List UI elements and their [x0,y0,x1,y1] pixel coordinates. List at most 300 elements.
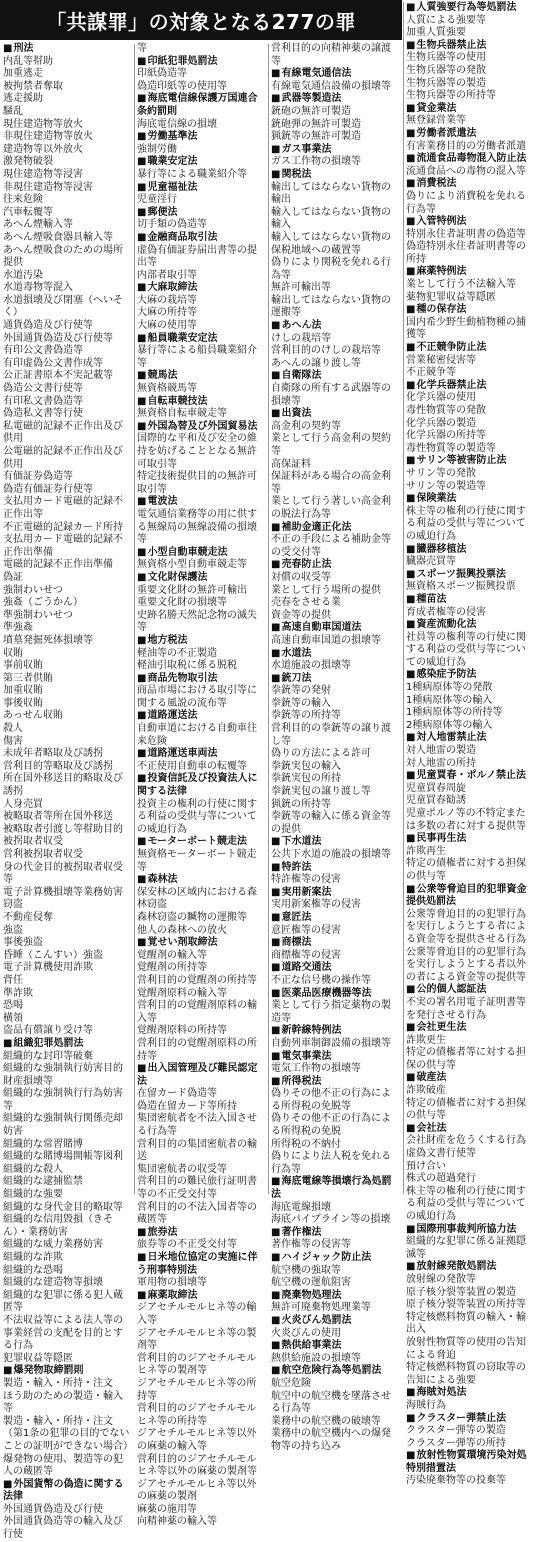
offense-item: 放射性物質等の使用の告知による脅迫 [406,1336,526,1361]
offense-item: 加重逃走 [3,68,43,80]
offense-item: 通貨偽造及び行使等 [3,320,93,332]
offense-item: 水道施設の損壊等 [271,660,351,672]
offense-item: 児童ポルノ等の不特定または多数の者に対する提供等 [406,808,526,832]
law-heading: ■ 放射性物質環境汚染対処特別措置法 [406,1450,535,1475]
offense-item: ジアセチルモルヒネ等の輸入等 [137,1302,257,1326]
law-heading: ■ 自衛隊法 [271,370,400,383]
offense-item: 特定の債権者等に対する担保の供与等 [406,1047,526,1071]
law-heading: ■ 印紙犯罪処罰法 [137,56,266,69]
offense-item: 等 [137,43,147,54]
law-heading: ■ 爆発物取締罰則 [3,1365,132,1378]
offense-item: 特定核燃料物質の窃取等の告知による強要 [406,1362,526,1386]
offense-item: クラスター弾等の所持 [406,1437,506,1449]
offense-item: 無許可輸出等 [271,282,331,294]
offense-item: 2種病原体等の輸入 [406,719,493,731]
offense-item: 被略取者引渡し等幇助目的被拐取者収受 [3,823,123,848]
law-heading: ■ 有線電気通信法 [271,68,400,81]
offense-item: 覚醒剤の輸入等 [137,949,207,961]
offense-item: 拳銃等の輸入に係る資金等の提供 [271,811,391,835]
offense-item: 偽りの方法による許可 [271,748,371,760]
offense-item: 有印公文書偽造等 [3,345,83,357]
offense-item: 史跡名勝天然記念物の滅失等 [137,609,257,634]
law-heading: ■ あへん法 [271,320,400,333]
offense-item: 覚醒剤原料の輸入等 [137,987,227,999]
page-title: 「共謀罪」の対象となる277の罪 [0,0,402,40]
offense-item: 電磁的記録不正作出準備 [3,559,113,571]
offense-item: クラスター弾等の製造 [406,1425,506,1437]
law-heading: ■ 不正競争防止法 [406,342,535,355]
law-heading: ■ ハイジャック防止法 [271,1252,400,1265]
offense-item: 拳銃等の輸入 [271,697,331,709]
offense-item: 無資格モーターボート競走等 [137,849,257,873]
offense-item: 公衆等脅迫目的の犯罪行為を実行しようとする者以外の者による資金等の提供等 [406,946,526,983]
law-heading: ■ 商標法 [271,937,400,950]
law-heading: ■ 麻薬特例法 [406,266,535,279]
law-heading: ■ 船員職業安定法 [137,333,266,346]
law-list-column-4 [406,2,535,1487]
offense-item: 被拘禁者奪取 [3,80,63,92]
offense-item: 預け合い [406,1160,446,1172]
offense-item: 輸出してはならない貨物の運搬等 [271,294,391,319]
offense-item: 準強制わいせつ [3,609,73,621]
offense-item: 薬物犯罪収益等隠匿 [406,291,496,303]
law-heading: ■ 道路交通法 [271,962,400,975]
law-heading: ■ モーターボート競走法 [137,836,266,849]
law-heading: ■ 麻薬取締法 [137,1290,266,1303]
law-heading: ■ 関税法 [271,169,400,182]
offense-item: 1種病原体等の所持等 [406,707,503,719]
offense-item: ジアセチルモルヒネ等以外の麻薬の製剤 [137,1478,257,1503]
law-heading: ■ 消費税法 [406,178,535,191]
law-heading: ■ 出資法 [271,408,400,421]
offense-item: 自衛隊の所有する武器等の損壊等 [271,383,391,407]
offense-item: 往来危険 [3,194,43,206]
law-heading: ■ 実用新案法 [271,887,400,900]
offense-item: 海底電信線の損壊 [137,118,217,130]
offense-item: 業として行う指定薬物の製造等 [271,1000,391,1024]
law-list-column-2 [137,43,266,1528]
offense-item: 原子核分裂等装置の製造 [406,1286,516,1298]
offense-item: 覚醒剤原料の所持等 [137,1025,227,1037]
offense-item: 特定の債権者に対する担保の供与等 [406,1097,526,1122]
law-heading: ■ 海底電線等損壊行為処罰法 [271,1176,400,1201]
offense-item: 偽証 [3,571,23,583]
offense-item: 火炎びんの使用 [271,1327,341,1339]
offense-item: 偽造有価証券行使等 [3,483,93,495]
offense-item: 有印私文書偽造等 [3,395,83,407]
offense-item: あへん煙輸入等 [3,219,73,231]
offense-item: 詐欺破産 [406,1085,446,1097]
law-heading: ■ 児童買春・ポルノ禁止法 [406,770,535,783]
offense-item: 集団密航者の収受等 [137,1163,227,1175]
offense-item: 不正の手段による補助金等の受交付等 [271,534,391,558]
law-heading: ■ 地方税法 [137,635,266,648]
offense-item: 業として行う著しい高金利の脱法行為等 [271,496,391,520]
offense-item: 著作権等の侵害等 [271,1239,351,1251]
law-heading: ■ 児童福祉法 [137,182,266,195]
offense-item: 高保証料 [271,458,311,470]
law-heading: ■ 覚せい剤取締法 [137,937,266,950]
offense-item: 切手類の偽造等 [137,219,207,231]
offense-item: 児童買春勧誘 [406,795,466,807]
offense-item: 偽りその他不正の行為による所得税の免脱等 [271,1088,391,1112]
offense-item: 売春をさせる業 [271,597,341,609]
law-heading: ■ 民事再生法 [406,833,535,846]
offense-item: 社員等の権利等の行使に関する利益の受供与等についての威迫行為 [406,631,526,668]
offense-item: 投資主の権利の行使に関する利益の受供与等についての威迫行為 [137,798,257,835]
offense-item: 事前収賄 [3,660,43,672]
column-divider [268,44,269,1194]
law-heading: ■ 火炎びん処罰法 [271,1315,400,1328]
offense-item: 偽造在留カード等所持 [137,1100,237,1112]
offense-item: 営利目的の向精神薬の譲渡等 [271,43,391,67]
offense-item: 支払用カード電磁的記録不正作出準備 [3,534,123,558]
law-heading: ■ 労働者派遣法 [406,128,535,141]
offense-item: 公正証書原本不実記載等 [3,370,113,382]
offense-item: 業として行う高金利の契約等 [271,433,391,457]
offense-item: 輸入してはならない貨物の保税地域への蔵置等 [271,231,391,256]
offense-item: 水道汚染 [3,269,43,281]
offense-item: 電子計算機使用詐欺 [3,962,93,974]
law-heading: ■ 医薬品医療機器等法 [271,988,400,1001]
offense-item: 組織的な強制執行行為妨害等 [3,1088,123,1112]
law-heading: ■ 種の保存法 [406,304,535,317]
law-heading: ■ 資産流動化法 [406,619,535,632]
offense-item: 覚醒剤の所持等 [137,962,207,974]
offense-item: 業として行う場所の提供 [271,584,381,596]
column-divider [134,44,135,1194]
offense-item: 水道損壊及び閉塞（へいそく） [3,294,123,319]
offense-item: 現住建造物等浸害 [3,168,83,180]
offense-item: 虚偽有価証券届出書等の提出等 [137,244,257,269]
offense-item: 未成年者略取及び誘拐 [3,748,103,760]
offense-item: 軽油等の不正製造 [137,647,217,659]
law-heading: ■ 小型自動車競走法 [137,547,266,560]
offense-item: 在留カード偽造等 [137,1088,217,1100]
offense-item: 軽油引取税に係る脱税 [137,660,237,672]
offense-item: 組織的な強制執行妨害目的財産損壊等 [3,1063,123,1087]
offense-item: 営利目的のジアセチルモルヒネ等の所持等 [137,1403,257,1427]
offense-item: 対人地雷の製造 [406,745,476,757]
offense-item: 無資格スポーツ振興投票 [406,581,516,593]
law-heading: ■ 金融商品取引法 [137,232,266,245]
offense-item: 大麻の使用等 [137,320,197,332]
offense-item: 偽造公文書行使等 [3,383,83,395]
offense-item: 高金利の契約等 [271,420,341,432]
offense-item: 重要文化財の損壊等 [137,597,227,609]
offense-item: 育成者権等の侵害 [406,606,486,618]
offense-item: 組織的な封印等破棄 [3,1050,93,1062]
offense-item: 組織的な常習賭博 [3,1138,83,1150]
offense-item: 詐欺更生 [406,1034,446,1046]
offense-item: 背任 [3,974,23,986]
law-heading: ■ 放射線発散処罰法 [406,1261,535,1274]
offense-item: 組織的な強要 [3,1189,63,1201]
offense-item: 麻薬の施用等 [137,1503,197,1515]
offense-item: 国際的な平和及び安全の維持を妨げることとなる無許可取引等 [137,433,257,470]
offense-item: 組織的な殺人 [3,1163,63,1175]
offense-item: 海底パイプライン等の損壊 [271,1214,391,1226]
law-heading: ■ 売春防止法 [271,559,400,572]
offense-item: 拳銃等の所持等 [271,710,341,722]
law-heading: ■ 補助金適正化法 [271,522,400,535]
law-heading: ■ 特許法 [271,862,400,875]
offense-item: 営利目的のジアセチルモルヒネ等の製剤等 [137,1352,257,1377]
offense-item: 業務中の航空機内への爆発物等の持ち込み [271,1428,391,1452]
offense-item: ガス工作物の損壊等 [271,156,361,168]
offense-item: 組織的な信用毀損（きそん）・業務妨害 [3,1214,113,1238]
offense-item: 組織的な賭博場開帳等図利 [3,1151,123,1163]
law-heading: ■ 旅券法 [137,1227,266,1240]
law-heading: ■ 電波法 [137,496,266,509]
offense-item: 人身売買 [3,798,43,810]
offense-item: 無資格小型自動車競走等 [137,559,247,571]
offense-item: 集団密航者を不法入国させる行為等 [137,1113,257,1138]
law-heading: ■ 意匠法 [271,912,400,925]
offense-item: 身の代金目的被拐取者収受等 [3,861,123,886]
law-heading: ■ 会社法 [406,1123,535,1136]
offense-item: 強姦（ごうかん） [3,597,83,609]
law-list-column-3 [271,43,400,1452]
offense-item: 墳墓発掘死体損壊等 [3,634,93,646]
offense-item: 偽造私文書等行使 [3,408,83,420]
law-heading: ■ 武器等製造法 [271,93,400,106]
offense-item: 児童淫行 [137,194,177,206]
law-heading: ■ 水道法 [271,648,400,661]
offense-item: 営利目的のジアセチルモルヒネ等以外の麻薬の製剤等 [137,1453,257,1478]
offense-item: 1種病原体等の輸入 [406,694,493,706]
offense-item: 有印虚偽公文書作成等 [3,357,103,369]
offense-item: 横領 [3,1012,23,1024]
offense-item: 不法収益等による法人等の事業経営の支配を目的とする行為 [3,1314,123,1352]
offense-item: 有線電気通信設備の損壊等 [271,80,391,92]
law-heading: ■ 競馬法 [137,370,266,383]
offense-item: 騒乱 [3,105,23,117]
offense-item: 偽りにより法人税を免れる行為等 [271,1151,391,1175]
offense-item: 強制労働 [137,143,177,155]
offense-item: ジアセチルモルヒネ等の所持等 [137,1377,257,1402]
offense-item: 第三者供賄 [3,672,53,684]
law-heading: ■ 入管特例法 [406,216,535,229]
offense-item: 毒性物質等の発散 [406,405,486,416]
offense-item: サリン等の製造等 [406,480,486,492]
law-heading: ■ 廃棄物処理法 [271,1290,400,1303]
offense-item: 逃走援助 [3,93,43,105]
offense-item: 加重収賄 [3,685,43,697]
offense-item: 商標権等の侵害 [271,949,341,961]
law-heading: ■ クラスター弾禁止法 [406,1413,535,1426]
offense-item: 公衆等脅迫目的の犯罪行為を実行しようとする者による資金等を提供させる行為 [406,908,526,945]
law-heading: ■ 保険業法 [406,493,535,506]
offense-item: 組織的な威力業務妨害 [3,1239,103,1251]
law-heading: ■ 郵便法 [137,207,266,220]
law-heading: ■ 刑法 [3,43,132,56]
offense-item: ジアセチルモルヒネ等の製剤等 [137,1327,257,1352]
offense-item: 重要文化財の無許可輸出 [137,584,247,596]
offense-item: 事後収賄 [3,697,43,709]
offense-item: 株式の超過発行 [406,1173,476,1185]
offense-item: 爆発物の使用、製造等の犯人の蔵匿等 [3,1453,123,1478]
offense-item: 建造物等以外放火 [3,143,83,155]
offense-item: 生物兵器等の製造 [406,77,486,89]
column-divider [403,2,404,1194]
law-heading: ■ 大麻取締法 [137,282,266,295]
offense-item: 現住建造物等放火 [3,118,83,130]
offense-item: 拳銃実包の所持 [271,773,341,785]
offense-item: 収賄 [3,647,23,659]
offense-item: 公電磁的記録不正作出及び供用 [3,446,123,470]
offense-item: 化学兵器の使用 [406,392,476,404]
offense-item: 無許可廃棄物処理業等 [271,1302,371,1314]
offense-item: 暴行等による船員職業紹介等 [137,345,257,369]
offense-item: 非現住建造物等浸害 [3,181,93,193]
law-heading: ■ 公衆等脅迫目的犯罪資金提供処罰法 [406,884,535,909]
offense-item: 航空中の航空機を墜落させる行為等 [271,1390,391,1415]
offense-item: 暴行等による職業紹介等 [137,168,247,180]
offense-item: 電気通信業務等の用に供する無線局の無線設備の損壊等 [137,508,257,546]
offense-item: 原子核分裂等装置の所持等 [406,1299,526,1311]
law-heading: ■ 下水道法 [271,836,400,849]
offense-item: 外国通貨偽造及び行使 [3,1503,103,1515]
law-heading: ■ 高速自動車国道法 [271,622,400,635]
offense-item: 児童買春周旋 [406,782,466,794]
offense-item: 商品市場における取引等に関する風説の流布等 [137,685,257,709]
offense-item: 事後強盗 [3,937,43,949]
law-heading: ■ 労働基準法 [137,131,266,144]
offense-item: 航空機の強取等 [271,1264,341,1276]
offense-item: 他人の森林への放火 [137,924,227,936]
offense-item: 国内希少野生動植物種の捕獲等 [406,316,526,341]
law-heading: ■ 破産法 [406,1072,535,1085]
offense-item: 偽造特別永住者証明書等の所持 [406,241,526,265]
offense-item: 有害業務目的の労働者派遣 [406,140,526,152]
law-heading: ■ 投資信託及び投資法人に関する法律 [137,773,266,798]
offense-item: 加重人質強要 [406,27,466,39]
offense-item: 準詐欺 [3,987,33,999]
offense-item: 保証料がある場合の高金利等 [271,471,391,495]
offense-item: 業務中の航空機の破壊等 [271,1415,381,1427]
offense-item: 高速自動車国道の損壊等 [271,634,381,646]
offense-item: 印紙偽造等 [137,68,187,80]
law-heading: ■ ガス事業法 [271,144,400,157]
offense-item: 株主等の権利の行使に関する利益の受供与等についての威迫行為 [406,1185,526,1222]
offense-item: 不正使用自動車の転覆等 [137,760,247,772]
offense-item: 営業秘密侵害等 [406,354,476,366]
law-heading: ■ 航空危険行為等処罰法 [271,1365,400,1378]
offense-item: 営利目的の覚醒剤原料の輸入等 [137,1000,257,1024]
offense-item: 製造・輸入・所持・注文（第1条の犯罪の目的でないことの証明ができない場合） [3,1415,133,1452]
offense-item: 猟銃の所持等 [271,798,331,810]
offense-item: 盗品有償譲り受け等 [3,1025,93,1037]
offense-item: 1種病原体等の発散 [406,682,493,694]
offense-item: 不実の署名用電子証明書等を発行させる行為 [406,996,526,1021]
law-heading: ■ 海賊対処法 [406,1387,535,1400]
offense-item: 特別永住者証明書の偽造等 [406,228,526,240]
offense-item: 毒性物質等の製造等 [406,442,496,454]
law-heading: ■ 自転車競技法 [137,396,266,409]
law-heading: ■ 文化財保護法 [137,572,266,585]
offense-item: 内部者取引等 [137,269,197,281]
offense-item: 恐喝 [3,1000,23,1012]
offense-item: 詐欺再生 [406,845,446,857]
offense-item: 猟銃等の無許可製造 [271,131,361,143]
offense-item: 営利目的の不法入国者等の蔵匿等 [137,1201,257,1226]
offense-item: 会社財産を危うくする行為 [406,1135,526,1147]
offense-item: 株主等の権利の行使に関する利益の受供与等についての威迫行為 [406,505,526,542]
offense-item: 不正競争等 [406,367,456,379]
offense-item: 有価証券偽造等 [3,471,73,483]
law-heading: ■ 職業安定法 [137,156,266,169]
offense-item: 対人地雷の所持 [406,757,476,769]
offense-item: 組織的な建造物等損壊 [3,1277,103,1289]
offense-item: 非現住建造物等放火 [3,131,93,143]
offense-item: 拳銃実包の譲り渡し等 [271,786,371,798]
law-heading: ■ 出入国管理及び難民認定法 [137,1063,266,1088]
offense-item: 向精神薬の輸入等 [137,1516,217,1528]
offense-item: 不正な信号機の操作等 [271,974,371,986]
law-heading: ■ 対人地雷禁止法 [406,732,535,745]
offense-item: 公共下水道の施設の損壊等 [271,849,391,860]
offense-item: 組織的な逮捕監禁 [3,1176,83,1188]
offense-item: 業として行う不法輸入等 [406,279,516,291]
offense-item: 自動列車制御設備の損壊等 [271,1037,391,1049]
offense-item: 営利目的等略取及び誘拐 [3,760,113,772]
offense-item: 組織的な犯罪に係る証拠隠滅等 [406,1236,526,1260]
offense-item: 意匠権等の侵害 [271,924,341,936]
offense-item: 実用新案権等の侵害 [271,899,361,911]
offense-item: 生物兵器等の使用 [406,52,486,64]
offense-item: 内乱等幇助 [3,55,53,67]
law-heading: ■ 道路運送法 [137,710,266,723]
law-heading: ■ 国際刑事裁判所協力法 [406,1224,535,1237]
law-heading: ■ 森林法 [137,874,266,887]
law-heading: ■ 著作権法 [271,1227,400,1240]
offense-item: あへん煙吸食のための場所提供 [3,244,123,269]
offense-item: 窃盗 [3,899,23,911]
offense-item: 銃砲弾の無許可製造 [271,118,361,130]
offense-item: ほう助のための製造・輸入等 [3,1390,123,1415]
law-list-column-1 [3,43,133,1541]
offense-item: 拳銃等の発射 [271,685,331,697]
offense-item: あへん煙吸食器具輸入等 [3,231,113,243]
law-heading: ■ 熱供給事業法 [271,1340,400,1353]
law-heading: ■ 種苗法 [406,594,535,607]
offense-item: 大麻の所持等 [137,307,197,319]
offense-item: あっせん収賄 [3,710,63,722]
offense-item: 組織的な身代金目的略取等 [3,1201,123,1213]
offense-item: 犯罪収益等隠匿 [3,1352,73,1364]
offense-item: 自動車道における自動車往来危険 [137,723,257,747]
law-heading: ■ 感染症予防法 [406,669,535,682]
law-heading: ■ 新幹線特例法 [271,1025,400,1038]
offense-item: 殺人 [3,723,23,735]
law-heading: ■ スポーツ振興投票法 [406,569,535,582]
offense-item: 特定技術提供目的の無許可取引等 [137,471,257,495]
offense-item: 生物兵器等の所持等 [406,90,496,102]
offense-item: 所得税の不納付 [271,1138,341,1150]
offense-item: ジアセチルモルヒネ等以外の麻薬の輸入等 [137,1428,257,1452]
law-heading: ■ 組織犯罪処罰法 [3,1038,132,1051]
offense-item: 海底電線損壊 [271,1201,331,1213]
offense-item: 臓器売買等 [406,556,456,568]
law-heading: ■ 日米地位協定の実施に伴う刑事特別法 [137,1252,266,1277]
offense-item: 営利目的のけしの栽培等 [271,345,381,357]
offense-item: 輸入してはならない貨物の輸入 [271,206,391,231]
offense-item: 傷害 [3,735,23,747]
offense-item: 航空危険 [271,1377,311,1389]
law-heading: ■ 会社更生法 [406,1022,535,1035]
offense-item: 特定核燃料物質の輸入・輸出入 [406,1311,526,1336]
